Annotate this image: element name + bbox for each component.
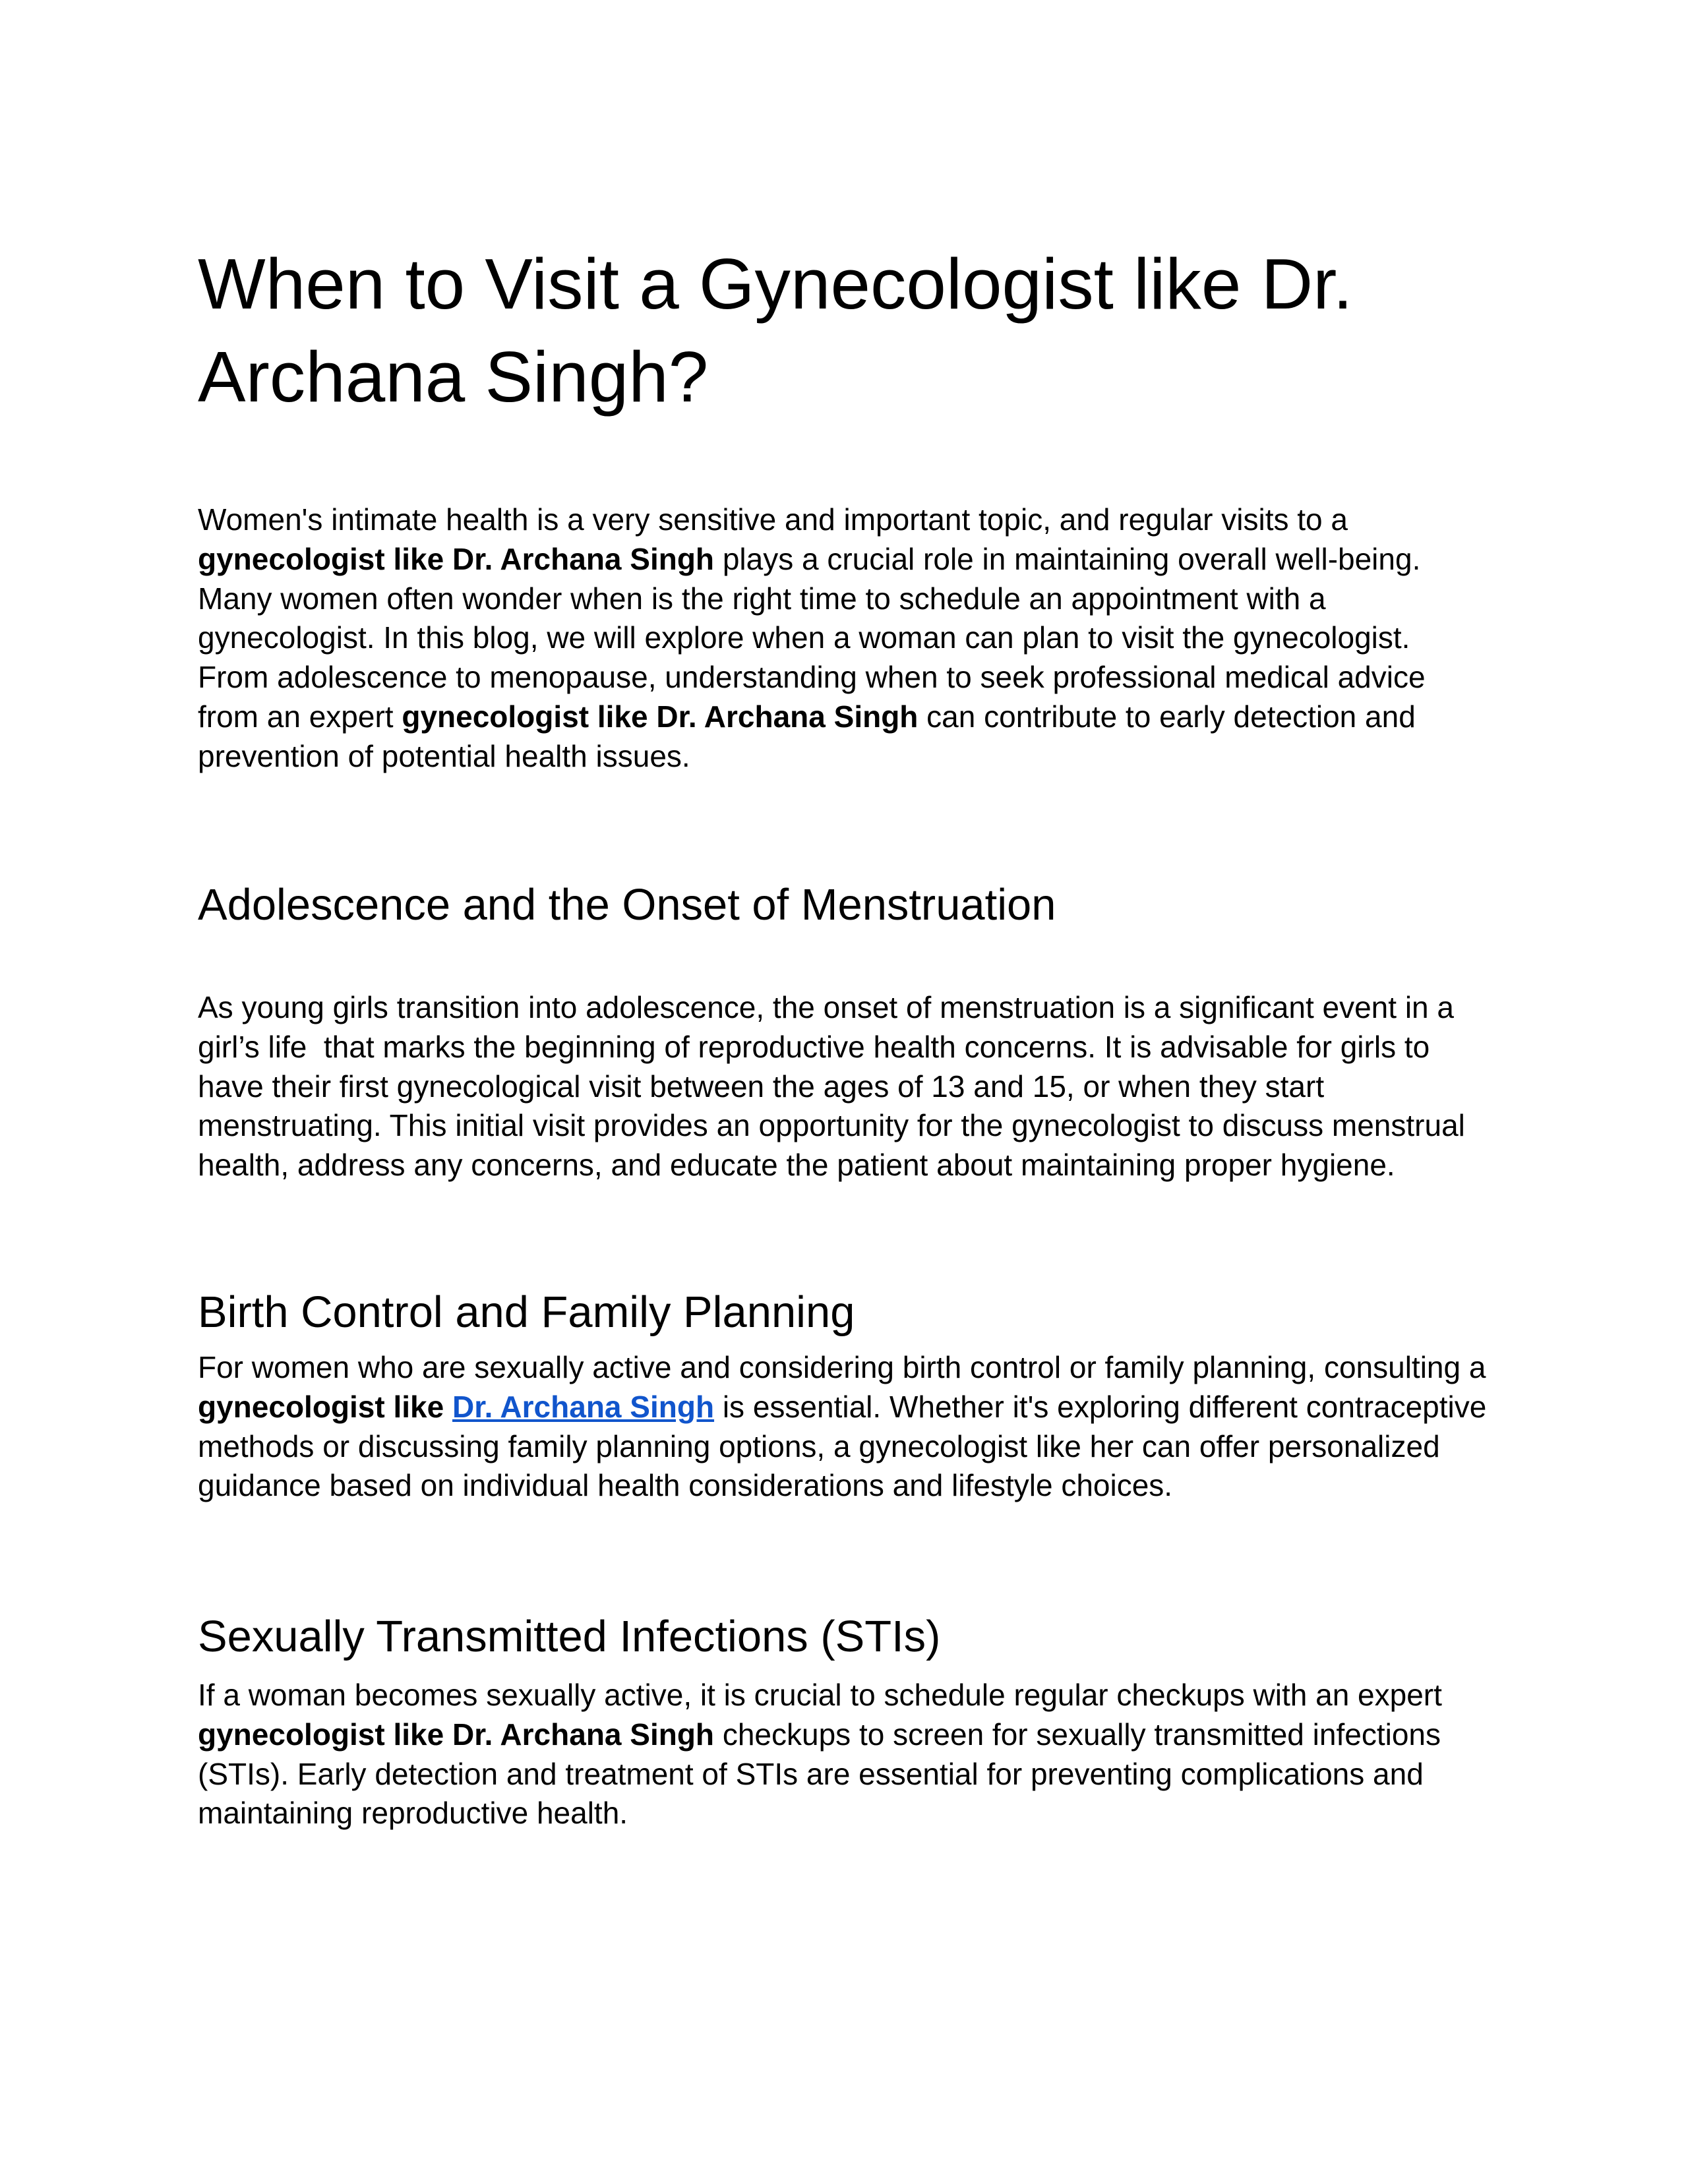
section-paragraph-birth-control bbox=[198, 1348, 1495, 1506]
text-run: can contribute to early detection and prevention of potential health issues. bbox=[198, 699, 1424, 773]
text-run: For women who are sexually active and considering birth control or family planning, consulting a bbox=[198, 1350, 1495, 1384]
section-heading-stis: Sexually Transmitted Infections (STIs) bbox=[198, 1611, 941, 1661]
document-title: When to Visit a Gynecologist like Dr. Archana Singh? bbox=[198, 244, 1353, 418]
text-run: Women's intimate health is a very sensitive and important topic, and regular visits to a bbox=[198, 502, 1356, 537]
text-run: checkups to screen for sexually transmitted infections (STIs). Early detection and treatment of STIs are essential for preventing complications and maintaining reproductive health. bbox=[198, 1717, 1449, 1831]
text-run: gynecologist like bbox=[198, 1389, 452, 1424]
section-heading-birth-control: Birth Control and Family Planning bbox=[198, 1287, 855, 1337]
text-run: gynecologist like Dr. Archana Singh bbox=[198, 541, 715, 576]
intro-paragraph bbox=[198, 500, 1489, 777]
text-run: If a woman becomes sexually active, it is crucial to schedule regular checkups with an expert bbox=[198, 1678, 1451, 1712]
text-run: is essential. Whether it's exploring different contraceptive methods or discussing family planning options, a gynecologist like her can offer personalized guidance based on individual health considerations and lifestyle choices. bbox=[198, 1389, 1495, 1503]
section-heading-adolescence: Adolescence and the Onset of Menstruation bbox=[198, 879, 1056, 930]
text-run: plays a crucial role in maintaining overall well-being. Many women often wonder when is the right time to schedule an appointment with a gynecologist. In this blog, we will explore when a woman can plan to visit the gynecologist. From adolescence to menopause, understanding when to seek professional medical advice from an expert bbox=[198, 541, 1434, 734]
text-run: gynecologist like Dr. Archana Singh bbox=[402, 699, 919, 734]
text-run: gynecologist like Dr. Archana Singh bbox=[198, 1717, 715, 1752]
text-run: As young girls transition into adolescence, the onset of menstruation is a significant event in a girl’s life that marks the beginning of reproductive health concerns. It is advisable for girls to have their first gynecological visit between the ages of 13 and 15, or when they start menstruating. This initial visit provides an opportunity for the gynecologist to discuss menstrual health, address any concerns, and educate the patient about maintaining proper hygiene. bbox=[198, 990, 1474, 1183]
dr-archana-singh-link[interactable]: Dr. Archana Singh bbox=[452, 1389, 715, 1424]
section-paragraph-adolescence bbox=[198, 988, 1489, 1185]
section-paragraph-stis bbox=[198, 1676, 1489, 1833]
